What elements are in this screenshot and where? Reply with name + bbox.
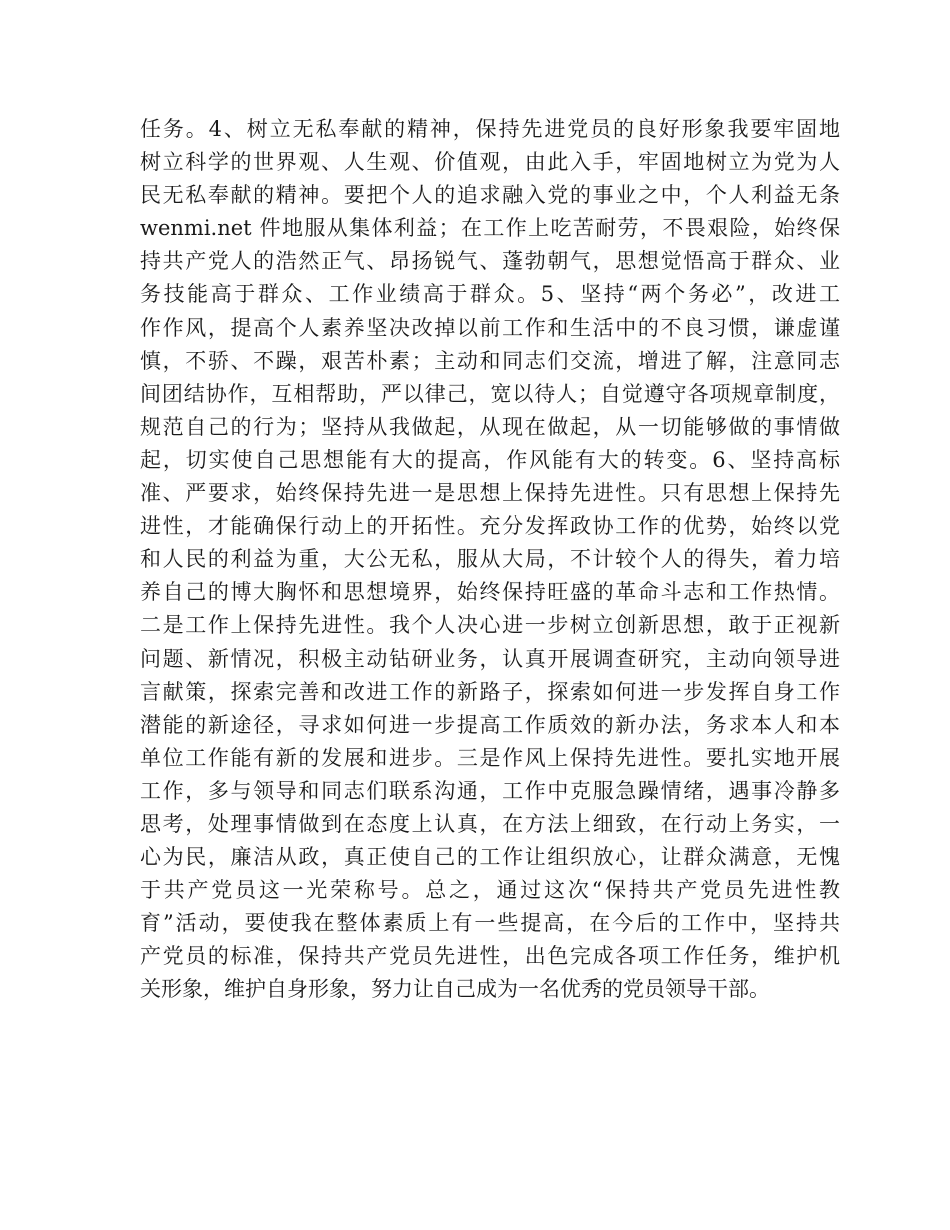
text-line-14: 和人民的利益为重，大公无私，服从大局，不计较个人的得失，着力培 [140, 547, 840, 572]
text-line-2: 树立科学的世界观、人生观、价值观，由此入手，牢固地树立为党为人 [140, 150, 840, 175]
text-line-11: 起，切实使自己思想能有大的提高，作风能有大的转变。6、坚持高标 [140, 447, 840, 472]
text-line-17: 问题、新情况，积极主动钻研业务，认真开展调查研究，主动向领导进 [140, 646, 840, 671]
text-line-23: 心为民，廉洁从政，真正使自己的工作让组织放心，让群众满意，无愧 [140, 845, 840, 870]
text-line-4: wenmi.net 件地服从集体利益；在工作上吃苦耐劳，不畏艰险，始终保 [140, 216, 840, 241]
text-line-9: 间团结协作，互相帮助，严以律己，宽以待人；自觉遵守各项规章制度， [140, 381, 840, 406]
text-line-24: 于共产党员这一光荣称号。总之，通过这次“保持共产党员先进性教 [140, 878, 840, 903]
text-line-26: 产党员的标准，保持共产党员先进性，出色完成各项工作任务，维护机 [140, 944, 840, 969]
text-line-21: 工作，多与领导和同志们联系沟通，工作中克服急躁情绪，遇事冷静多 [140, 778, 840, 803]
text-line-12: 准、严要求，始终保持先进一是思想上保持先进性。只有思想上保持先 [140, 481, 840, 506]
text-line-6: 务技能高于群众、工作业绩高于群众。5、坚持“两个务必”，改进工 [140, 282, 840, 307]
text-line-3: 民无私奉献的精神。要把个人的追求融入党的事业之中，个人利益无条 [140, 183, 840, 208]
text-line-13: 进性，才能确保行动上的开拓性。充分发挥政协工作的优势，始终以党 [140, 514, 840, 539]
text-line-27: 关形象，维护自身形象，努力让自己成为一名优秀的党员领导干部。 [140, 977, 770, 1002]
text-line-19: 潜能的新途径，寻求如何进一步提高工作质效的新办法，务求本人和本 [140, 712, 840, 737]
text-line-20: 单位工作能有新的发展和进步。三是作风上保持先进性。要扎实地开展 [140, 745, 840, 770]
body-text [140, 113, 840, 1007]
text-line-5: 持共产党人的浩然正气、昂扬锐气、蓬勃朝气，思想觉悟高于群众、业 [140, 249, 840, 274]
text-line-16: 二是工作上保持先进性。我个人决心进一步树立创新思想，敢于正视新 [140, 613, 840, 638]
text-line-8: 慎，不骄、不躁，艰苦朴素；主动和同志们交流，增进了解，注意同志 [140, 348, 840, 373]
text-line-1: 任务。4、树立无私奉献的精神，保持先进党员的良好形象我要牢固地 [140, 117, 840, 141]
text-line-18: 言献策，探索完善和改进工作的新路子，探索如何进一步发挥自身工作 [140, 679, 840, 704]
text-line-7: 作作风，提高个人素养坚决改掉以前工作和生活中的不良习惯，谦虚谨 [140, 315, 840, 340]
text-line-25: 育”活动，要使我在整体素质上有一些提高，在今后的工作中，坚持共 [140, 911, 840, 936]
text-line-10: 规范自己的行为；坚持从我做起，从现在做起，从一切能够做的事情做 [140, 414, 840, 439]
text-line-22: 思考，处理事情做到在态度上认真，在方法上细致，在行动上务实，一 [140, 811, 840, 836]
text-line-15: 养自己的博大胸怀和思想境界，始终保持旺盛的革命斗志和工作热情。 [140, 580, 840, 605]
